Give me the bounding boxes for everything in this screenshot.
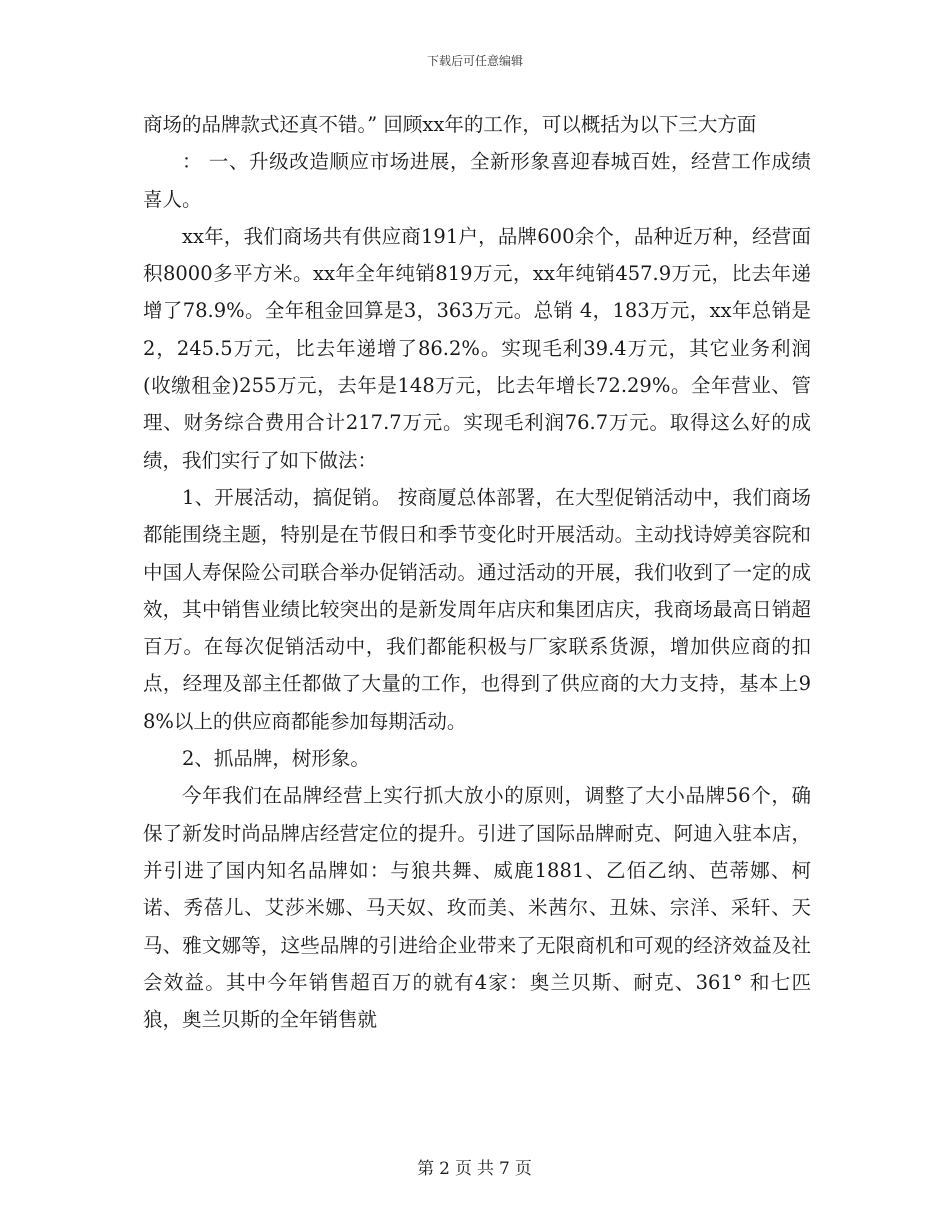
paragraph-4: 1、开展活动，搞促销。 按商厦总体部署，在大型促销活动中，我们商场都能围绕主题，特别是在节假日和季节变化时开展活动。主动找诗婷美容院和中国人寿保险公司联合举办促销活动。通过活动的开展，我们收到了一定的成效，其中销售业绩比较突出的是新发周年店庆和集团店庆，我商场最高日销超百万。在每次促销活动中，我们都能积极与厂家联系货源，增加供应商的扣点，经理及部主任都做了大量的工作，也得到了供应商的大力支持，基本上98%以上的供应商都能参加每期活动。 [143, 485, 811, 733]
document-body [143, 106, 811, 1038]
paragraph-2: ： 一、升级改造顺应市场进展，全新形象喜迎春城百姓，经营工作成绩喜人。 [143, 150, 811, 211]
footer-total-unit: 页 [514, 1159, 533, 1179]
paragraph-5: 2、抓品牌，树形象。 [182, 747, 370, 771]
page-footer [0, 1154, 950, 1179]
page-header: 下载后可任意编辑 [426, 54, 523, 68]
footer-page-label: 第 [417, 1159, 436, 1179]
paragraph-1: 商场的品牌款式还真不错。” 回顾xx年的工作，可以概括为以下三大方面 [143, 113, 757, 136]
footer-total-number: 7 [499, 1159, 511, 1179]
paragraph-6: 今年我们在品牌经营上实行抓大放小的原则，调整了大小品牌56个，确保了新发时尚品牌店经营定位的提升。引进了国际品牌耐克、阿迪入驻本店，并引进了国内知名品牌如：与狼共舞、威鹿1881、乙佰乙纳、芭蒂娜、柯诺、秀蓓儿、艾莎米娜、马天奴、玫而美、米茜尔、丑妹、宗洋、采轩、天马、雅文娜等，这些品牌的引进给企业带来了无限商机和可观的经济效益及社会效益。其中今年销售超百万的就有4家：奥兰贝斯、耐克、361° 和七匹狼，奥兰贝斯的全年销售就 [143, 784, 811, 1032]
footer-page-number: 2 [439, 1159, 451, 1179]
footer-total-label: 共 [477, 1159, 495, 1179]
paragraph-3: xx年，我们商场共有供应商191户，品牌600余个，品种近万种，经营面积8000多平方米。xx年全年纯销819万元，xx年纯销457.9万元，比去年递增了78.9%。全年租金回算是3，363万元。总销 4，183万元，xx年总销是2，245.5万元，比去年递增了86.2%。实现毛利39.4万元，其它业务利润(收缴租金)255万元，去年是148万元，比去年增长72.29%。全年营业、管理、财务综合费用合计217.7万元。实现毛利润76.7万元。取得这么好的成绩，我们实行了如下做法： [143, 224, 811, 472]
footer-page-unit: 页 [455, 1159, 473, 1179]
